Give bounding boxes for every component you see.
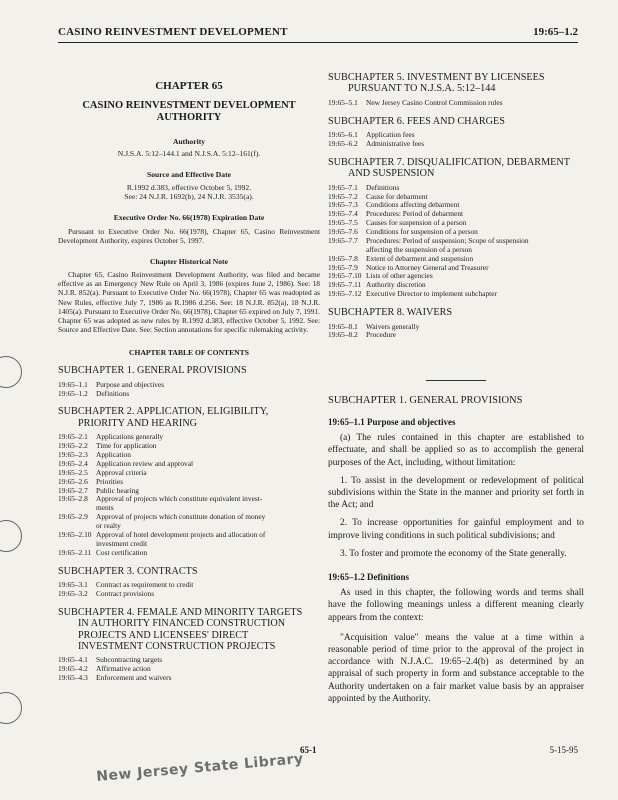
toc-entry-title: Cost certification xyxy=(96,547,148,557)
toc-list xyxy=(58,581,320,599)
toc-entry-title: Conditions affecting debarment xyxy=(366,200,460,210)
page-date: 5-15-95 xyxy=(549,745,578,755)
toc-entry-number: 19:65–7.9 xyxy=(328,262,358,272)
toc-entry-number: 19:65–2.6 xyxy=(58,476,88,486)
toc-entry-number: 19:65–7.2 xyxy=(328,191,358,201)
authority-text: N.J.S.A. 5:12–144.1 and N.J.S.A. 5:12–161(f). xyxy=(117,149,261,159)
toc-entry-title: Approval of projects which constitute donation of money xyxy=(96,512,266,522)
body-paragraph: 3. To foster and promote the economy of the State generally. xyxy=(340,548,567,559)
toc-entry-number: 19:65–6.1 xyxy=(328,130,358,140)
toc-entry-title: New Jersey Casino Control Commission rules xyxy=(366,97,503,107)
toc-heading: CHAPTER TABLE OF CONTENTS xyxy=(129,347,249,357)
toc-entry-title: Administrative fees xyxy=(366,139,425,149)
toc-entry-number: 19:65–4.3 xyxy=(58,673,88,683)
library-stamp: New Jersey State Library xyxy=(95,750,305,786)
punch-hole xyxy=(0,520,22,552)
source-label: Source and Effective Date xyxy=(146,170,231,180)
toc-list xyxy=(58,381,320,399)
toc-entry-number: 19:65–2.3 xyxy=(58,450,88,460)
subchapter-heading: SUBCHAPTER 8. WAIVERS xyxy=(328,307,453,319)
toc-entry-number: 19:65–8.1 xyxy=(328,321,358,331)
toc-entry-title: Lists of other agencies xyxy=(366,271,433,281)
eo-label: Executive Order No. 66(1978) Expiration Date xyxy=(113,213,265,223)
section-title: 19:65–1.1 Purpose and objectives xyxy=(328,417,456,428)
toc-entry-title: Contract provisions xyxy=(96,588,155,598)
toc-entry-number: 19:65–2.11 xyxy=(58,547,92,557)
toc-entry-title: Procedure xyxy=(366,330,396,340)
toc-list xyxy=(58,433,320,557)
subchapter-heading: SUBCHAPTER 7. DISQUALIFICATION, DEBARMENT AND SUSPENSION xyxy=(328,156,570,180)
section-title: 19:65–1.2 Definitions xyxy=(328,572,409,583)
toc-entry-title: Priorities xyxy=(96,476,124,486)
chapter-title: CHAPTER 65 xyxy=(155,80,223,92)
toc-list xyxy=(328,131,584,149)
subchapter-heading: SUBCHAPTER 6. FEES AND CHARGES xyxy=(328,115,505,127)
toc-entry-number: 19:65–2.8 xyxy=(58,494,88,504)
toc-entry-continuation: investment credit xyxy=(96,538,148,548)
toc-list xyxy=(328,323,584,341)
toc-entry xyxy=(328,290,584,299)
toc-entry-number: 19:65–2.2 xyxy=(58,441,88,451)
toc-entry-number: 19:65–8.2 xyxy=(328,330,358,340)
toc-entry-number: 19:65–2.1 xyxy=(58,432,88,442)
toc-entry-number: 19:65–3.1 xyxy=(58,580,88,589)
toc-entry-title: Executive Director to implement subchapter xyxy=(366,289,497,299)
toc-entry-number: 19:65–5.1 xyxy=(328,97,358,107)
toc-entry-title: Causes for suspension of a person xyxy=(366,218,467,228)
right-column xyxy=(328,70,584,705)
toc-entry-continuation: ments xyxy=(96,503,114,513)
history-text: Chapter 65, Casino Reinvestment Development Authority, was filed and became effective as an Emergency New Rule on April 3, 1986 (expires June 2, 1986). See: 18 N.J.R. 852(a). Pursuant to Executive Order No. 66(1978), Chapter 65 was readopted as New Rules, effective July 7, 1986 as R.1986 d.256. See: 18 N.J.R. 852(a), 18 N.J.R. 1405(a). Pursuant to Executive Order No. 66(1978), Chapter 65 expired on July 7, 1991. Chapter 65 was adopted as new rules by R.1992 d.383, effective October 5, 1992. See: Source and Effective Date. See: Section annotations for specific rulemaking activity. xyxy=(58,270,320,334)
left-column xyxy=(58,70,320,683)
source-text: R.1992 d.383, effective October 5, 1992. See: 24 N.J.R. 1692(b), 24 N.J.R. 3535(a). xyxy=(124,182,254,202)
body-subchapter-heading: SUBCHAPTER 1. GENERAL PROVISIONS xyxy=(328,395,523,407)
toc-entry xyxy=(328,99,584,108)
toc-entry-title: Definitions xyxy=(96,388,130,398)
page-number: 65-1 xyxy=(300,745,317,755)
toc-entry-title: Application review and approval xyxy=(96,458,194,468)
punch-hole xyxy=(0,356,22,388)
divider xyxy=(426,380,486,381)
toc-entry-number: 19:65–2.4 xyxy=(58,458,88,468)
toc-entry-title: Application fees xyxy=(366,130,415,140)
toc-entry-title: Approval criteria xyxy=(96,467,147,477)
toc-entry-title: Approval of projects which constitute equivalent invest- xyxy=(96,494,263,504)
eo-text: Pursuant to Executive Order No. 66(1978), Chapter 65, Casino Reinvestment Development Authority, expires October 5, 1997. xyxy=(58,226,320,245)
toc-entry-number: 19:65–7.7 xyxy=(328,235,358,245)
toc-entry-title: Purpose and objectives xyxy=(96,379,165,389)
toc-entry-number: 19:65–2.7 xyxy=(58,485,88,495)
toc-entry-number: 19:65–1.2 xyxy=(58,388,88,398)
toc-entry-number: 19:65–7.6 xyxy=(328,227,358,237)
toc-entry-title: Time for application xyxy=(96,441,157,451)
toc-entry-title: Waivers generally xyxy=(366,321,420,331)
toc-entry-title: Applications generally xyxy=(96,432,164,442)
toc-entry-continuation: affecting the suspension of a person xyxy=(366,244,472,254)
toc-entry-title: Subcontracting targets xyxy=(96,655,163,665)
toc-entry-number: 19:65–2.5 xyxy=(58,467,88,477)
subchapter-heading: SUBCHAPTER 2. APPLICATION, ELIGIBILITY, PRIORITY AND HEARING xyxy=(58,406,269,429)
running-header xyxy=(58,26,578,43)
toc-entry-number: 19:65–7.8 xyxy=(328,253,358,263)
agency-name: CASINO REINVESTMENT DEVELOPMENT AUTHORITY xyxy=(82,99,296,124)
toc-entry xyxy=(58,590,320,599)
subchapter-heading: SUBCHAPTER 1. GENERAL PROVISIONS xyxy=(58,365,247,377)
body-paragraph: "Acquisition value" means the value at a time within a reasonable period of time prior to the approval of the project in accordance with N.J.A.C. 19:65–2.4(b) as determined by an appraisal of such property in form and substance acceptable to the Authority undertaken on a fair market value basis by an appraiser appointed by the Authority. xyxy=(328,632,584,704)
toc-entry-title: Public hearing xyxy=(96,485,139,495)
toc-entry xyxy=(58,674,320,683)
toc-entry-title: Affirmative action xyxy=(96,664,151,674)
toc-entry xyxy=(328,331,584,340)
toc-entry-title: Procedures: Period of debarment xyxy=(366,209,464,219)
header-title: CASINO REINVESTMENT DEVELOPMENT xyxy=(58,26,288,38)
toc-entry-title: Procedures: Period of suspension; Scope of suspension xyxy=(366,235,529,245)
toc-entry-number: 19:65–7.1 xyxy=(328,182,358,192)
toc-list xyxy=(328,184,584,299)
toc-entry-number: 19:65–7.11 xyxy=(328,280,362,290)
subchapter-heading: SUBCHAPTER 5. INVESTMENT BY LICENSEES PURSUANT TO N.J.S.A. 5:12–144 xyxy=(328,72,545,95)
toc-entry-title: Contract as requirement to credit xyxy=(96,580,194,589)
toc-entry-number: 19:65–2.10 xyxy=(58,529,92,539)
subchapter-heading: SUBCHAPTER 3. CONTRACTS xyxy=(58,565,198,577)
body-paragraph: 1. To assist in the development or redevelopment of political subdivisions within the State in the manner and priority set forth in the Act; and xyxy=(328,475,584,511)
toc-entry-title: Approval of hotel development projects and allocation of xyxy=(96,529,266,539)
toc-entry-continuation: or realty xyxy=(96,521,121,531)
toc-list xyxy=(328,99,584,108)
toc-entry xyxy=(58,390,320,399)
toc-entry-number: 19:65–7.10 xyxy=(328,271,362,281)
toc-entry-number: 19:65–7.12 xyxy=(328,289,362,299)
toc-entry xyxy=(58,549,320,558)
punch-hole xyxy=(0,692,22,724)
toc-entry-number: 19:65–7.5 xyxy=(328,218,358,228)
toc-entry-title: Conditions for suspension of a person xyxy=(366,227,478,237)
history-label: Chapter Historical Note xyxy=(150,256,228,266)
toc-entry-title: Definitions xyxy=(366,182,400,192)
body-paragraph: (a) The rules contained in this chapter are established to effectuate, and shall be applied so as to accomplish the general purposes of the Act, including, without limitation: xyxy=(328,433,584,468)
authority-label: Authority xyxy=(172,136,206,146)
toc-entry-number: 19:65–1.1 xyxy=(58,379,88,389)
toc-entry-number: 19:65–2.9 xyxy=(58,512,88,522)
toc-entry-number: 19:65–6.2 xyxy=(328,139,358,149)
toc-entry-title: Cause for debarment xyxy=(366,191,428,201)
toc-entry xyxy=(328,140,584,149)
toc-entry-title: Extent of debarment and suspension xyxy=(366,253,474,263)
body-paragraph: 2. To increase opportunities for gainful employment and to improve living conditions in such political subdivisions; and xyxy=(328,518,584,541)
toc-entry-number: 19:65–7.4 xyxy=(328,209,358,219)
toc-list xyxy=(58,656,320,683)
toc-entry-title: Authority discretion xyxy=(366,280,426,290)
toc-entry-title: Application xyxy=(96,450,131,460)
toc-entry-number: 19:65–3.2 xyxy=(58,588,88,598)
toc-entry-number: 19:65–7.3 xyxy=(328,200,358,210)
body-paragraph: As used in this chapter, the following words and terms shall have the following meanings unless a different meaning clearly appears from the context: xyxy=(328,588,584,623)
subchapter-heading: SUBCHAPTER 4. FEMALE AND MINORITY TARGETS IN AUTHORITY FINANCED CONSTRUCTION PROJECTS AND LICENSEES' DIRECT INVESTMENT CONSTRUCTION PROJECTS xyxy=(58,606,303,653)
toc-entry-title: Enforcement and waivers xyxy=(96,673,172,683)
toc-entry-number: 19:65–4.2 xyxy=(58,664,88,674)
toc-entry-title: Notice to Attorney General and Treasurer xyxy=(366,262,489,272)
toc-entry-number: 19:65–4.1 xyxy=(58,655,88,665)
header-section: 19:65–1.2 xyxy=(533,26,578,38)
